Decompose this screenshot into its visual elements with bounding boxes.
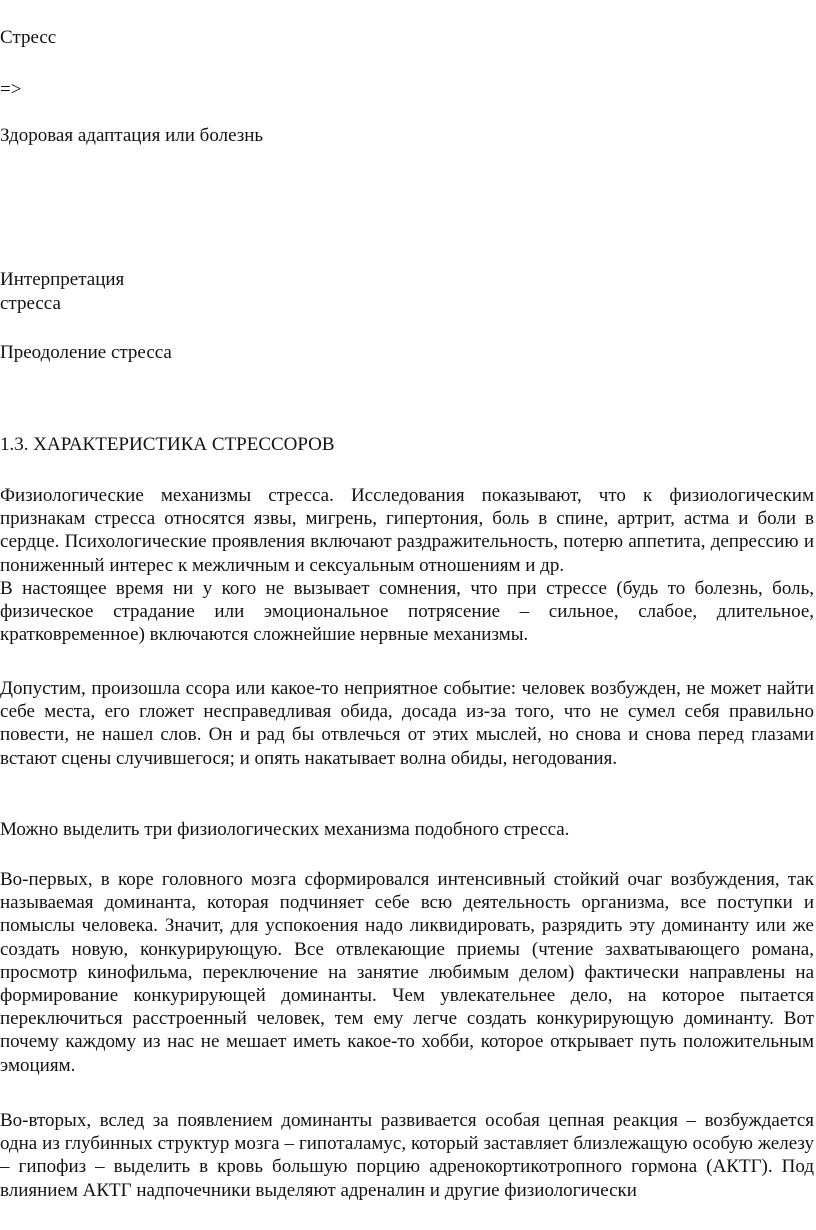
stress-label: Стресс xyxy=(0,27,57,48)
interpretation-line-2: стресса xyxy=(0,293,61,314)
paragraph-nervous-mechanisms: В настоящее время ни у кого не вызывает сомнения, что при стрессе (будь то болезнь, боль, физическое страдание или эмоциональное потрясение – сильное, слабое, длительное, кратковременное) включаются сложнейшие нервные механизмы. xyxy=(0,578,814,646)
interpretation-line-1: Интерпретация xyxy=(0,269,125,290)
arrow-label: => xyxy=(0,79,22,100)
section-heading: 1.3. ХАРАКТЕРИСТИКА СТРЕССОРОВ xyxy=(0,434,335,455)
paragraph-quarrel-example: Допустим, произошла ссора или какое-то неприятное событие: человек возбужден, не может найти себе места, его гложет несправедливая обида, досада из-за того, что не сумел себя правильно повести, не нашел слов. Он и рад бы отвлечься от этих мыслей, но снова и снова перед глазами встают сцены случившегося; и опять накатывает волна обиды, негодования. xyxy=(0,678,814,769)
paragraph-first-dominant: Во-первых, в коре головного мозга сформировался интенсивный стойкий очаг возбуждения, так называемая доминанта, которая подчиняет себе всю деятельность организма, все поступки и помыслы человека. Значит, для успокоения надо ликвидировать, разрядить эту доминанту или же создать новую, конкурирующую. Все отвлекающие приемы (чтение захватывающего романа, просмотр кинофильма, переключение на занятие любимым делом) фактически направлены на формирование конкурирующей доминанты. Чем увлекательнее дело, на которое пытается переключиться расстроенный человек, тем ему легче создать конкурирующую доминанту. Вот почему каждому из нас не мешает иметь какое-то хобби, которое открывает путь положительным эмоциям. xyxy=(0,869,814,1076)
outcome-label: Здоровая адаптация или болезнь xyxy=(0,125,264,146)
coping-label: Преодоление стресса xyxy=(0,342,172,363)
paragraph-second-chain-reaction: Во-вторых, вслед за появлением доминанты развивается особая цепная реакция – возбуждается одна из глубинных структур мозга – гипоталамус, который заставляет близлежащую особую железу – гипофиз – выделить в кровь большую порцию адренокортикотропного гормона (АКТГ). Под влиянием АКТГ надпочечники выделяют адреналин и другие физиологически xyxy=(0,1110,814,1201)
paragraph-physiological-signs: Физиологические механизмы стресса. Исследования показывают, что к физиологическим признакам стресса относятся язвы, мигрень, гипертония, боль в спине, артрит, астма и боли в сердце. Психологические проявления включают раздражительность, потерю аппетита, депрессию и пониженный интерес к межличным и сексуальным отношениям и др. xyxy=(0,485,814,576)
paragraph-three-mechanisms: Можно выделить три физиологических механизма подобного стресса. xyxy=(0,819,570,840)
